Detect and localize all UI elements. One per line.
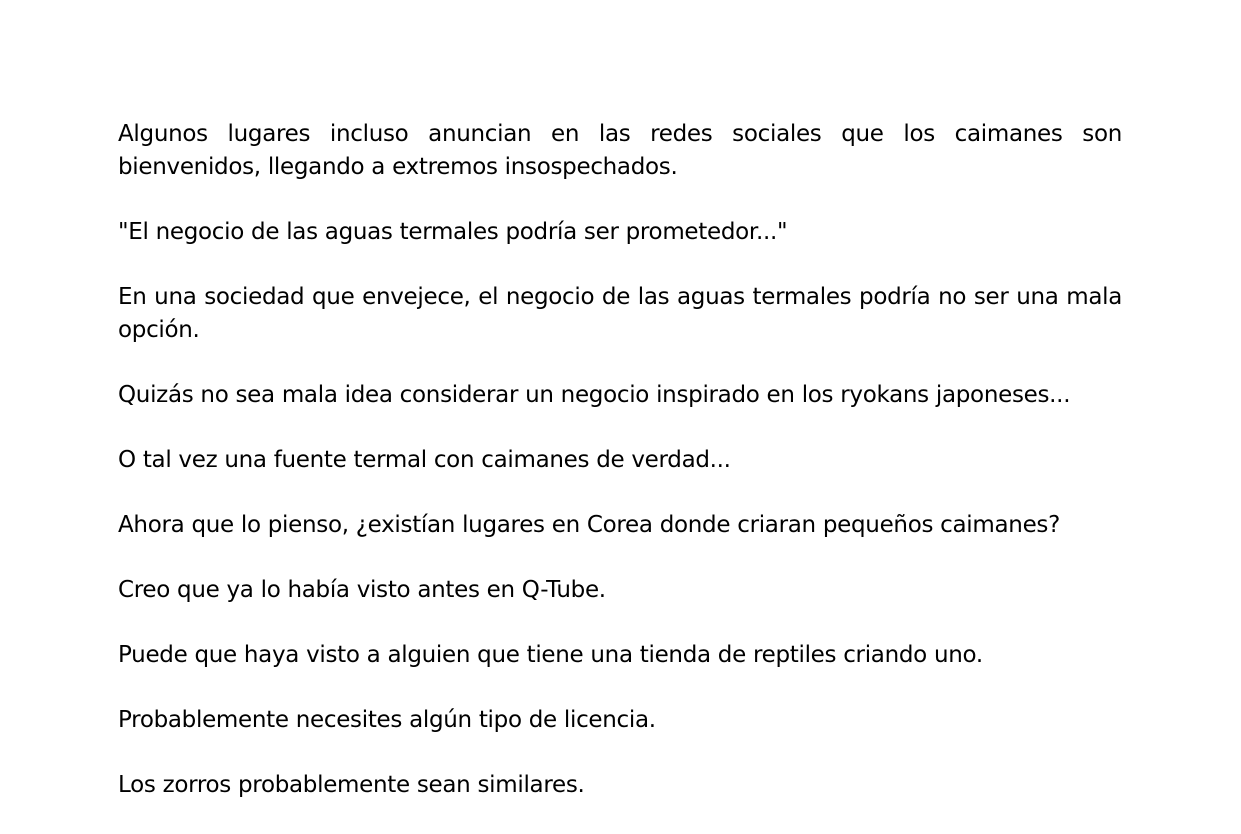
paragraph-4: Quizás no sea mala idea considerar un negocio inspirado en los ryokans japoneses... [118, 382, 1071, 408]
paragraph-2: "El negocio de las aguas termales podría ser prometedor..." [118, 219, 788, 245]
paragraph-3: En una sociedad que envejece, el negocio de las aguas termales podría no ser una mala opción. [118, 284, 1122, 343]
paragraph-8: Puede que haya visto a alguien que tiene una tienda de reptiles criando uno. [118, 642, 983, 668]
paragraph-6: Ahora que lo pienso, ¿existían lugares en Corea donde criaran pequeños caimanes? [118, 512, 1061, 538]
paragraph-9: Probablemente necesites algún tipo de licencia. [118, 707, 656, 733]
paragraph-1: Algunos lugares incluso anuncian en las redes sociales que los caimanes son bienvenidos, llegando a extremos insospechados. [118, 121, 1122, 180]
document-body [118, 118, 1122, 834]
paragraph-7: Creo que ya lo había visto antes en Q-Tube. [118, 577, 606, 603]
paragraph-10: Los zorros probablemente sean similares. [118, 772, 585, 798]
paragraph-5: O tal vez una fuente termal con caimanes de verdad... [118, 447, 731, 473]
